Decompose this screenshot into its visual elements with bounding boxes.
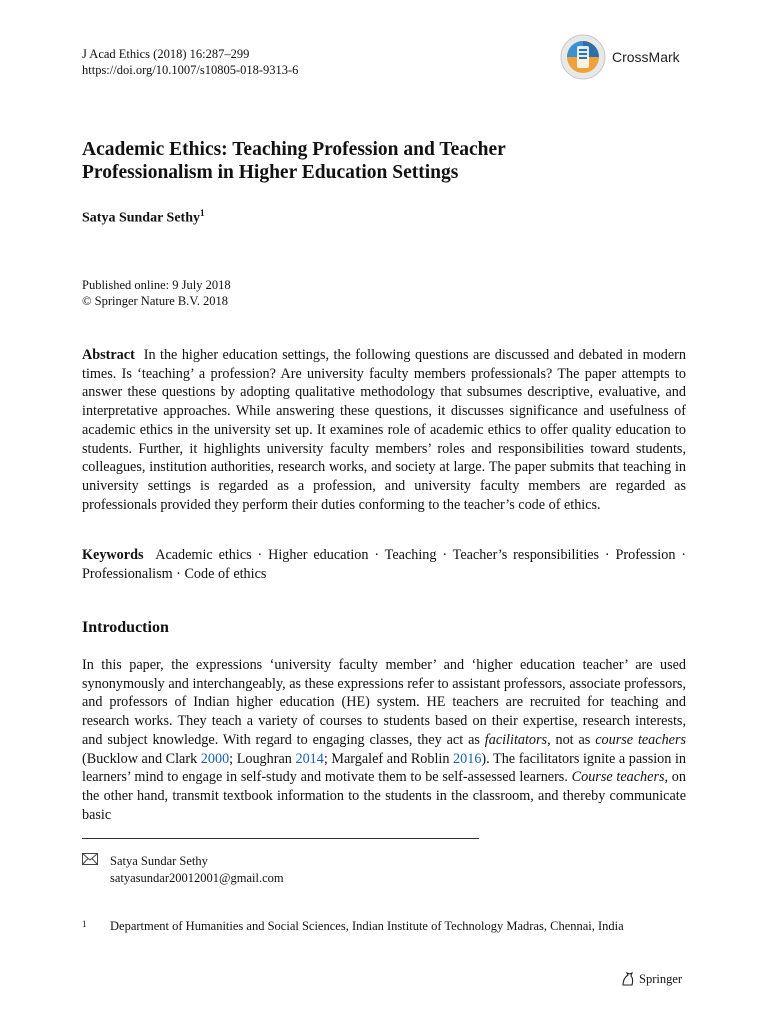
keywords (82, 546, 686, 583)
author-line (82, 208, 205, 227)
intro-text: on the other hand, transmit textbook information to the students in the classroom, and thereby communicate basic (82, 769, 686, 823)
intro-emphasis: Course teachers, (571, 769, 669, 786)
envelope-icon (82, 853, 110, 886)
footnote-divider (82, 838, 479, 839)
citation-link[interactable]: 2014 (295, 750, 324, 767)
crossmark-label: CrossMark (612, 49, 680, 65)
keywords-text: Academic ethics · Higher education · Teaching · Teacher’s responsibilities · Profession · Professionalism · Code of ethics (82, 547, 686, 582)
published-date: Published online: 9 July 2018 (82, 278, 231, 292)
affiliation-footnote (82, 918, 686, 935)
doi-link[interactable]: https://doi.org/10.1007/s10805-018-9313-6 (82, 63, 299, 77)
intro-text: ; Loughran (229, 750, 296, 767)
copyright-line: © Springer Nature B.V. 2018 (82, 294, 229, 308)
author-affil-mark: 1 (200, 208, 205, 218)
intro-emphasis: facilitators (484, 731, 548, 748)
publisher-mark (620, 971, 682, 987)
publication-info (82, 277, 231, 309)
introduction-paragraph (82, 656, 686, 824)
affil-text: Department of Humanities and Social Sciences, Indian Institute of Technology Madras, Chennai, India (110, 919, 624, 933)
citation-link[interactable]: 2000 (200, 750, 230, 767)
affil-number: 1 (82, 919, 87, 929)
abstract (82, 346, 686, 514)
intro-text: ; Margalef and Roblin (323, 750, 454, 767)
contact-email[interactable]: satyasundar20012001@gmail.com (110, 870, 284, 885)
corresponding-author (82, 853, 284, 886)
author-name[interactable]: Satya Sundar Sethy (82, 210, 201, 226)
keywords-label: Keywords (82, 547, 144, 563)
crossmark-badge[interactable] (560, 33, 700, 81)
abstract-label: Abstract (82, 347, 135, 363)
citation-link[interactable]: 2016 (453, 750, 482, 767)
section-heading-introduction: Introduction (82, 619, 169, 636)
intro-emphasis: course teachers (595, 731, 687, 748)
title-line-2: Professionalism in Higher Education Settings (82, 162, 459, 183)
intro-text: In this paper, the expressions ‘university faculty member’ and ‘higher education teacher’ are used synonymously and interchangeably, as these expressions refer to assistant professors, associate professors, and professors of Indian higher education (HE) system. HE teachers are recruited for teaching and research works. They teach a variety of courses to students based on their expertise, research interests, and subject knowledge. With regard to engaging classes, they act as (82, 657, 686, 748)
journal-citation (82, 46, 298, 78)
article-title (82, 138, 682, 184)
intro-text: , not as (547, 731, 596, 748)
journal-line: J Acad Ethics (2018) 16:287–299 (82, 47, 250, 61)
springer-horse-icon (620, 971, 636, 987)
abstract-text: In the higher education settings, the following questions are discussed and debated in modern times. Is ‘teaching’ a profession? Are university faculty members professionals? The paper attempts to answer these questions by adopting qualitative methodology that subsumes descriptive, evaluative, and interpretative approaches. While answering these questions, it discusses significance and usefulness of academic ethics in the university set up. It examines role of academic ethics to offer quality education to students. Further, it highlights university faculty members’ roles and responsibilities toward students, colleagues, institution authorities, research works, and society at large. The paper submits that teaching in university settings is regarded as a profession, and university faculty members are regarded as professionals provided they perform their duties conforming to the teacher’s code of ethics. (82, 347, 687, 513)
publisher-name: Springer (639, 971, 683, 986)
intro-text: (Bucklow and Clark (82, 750, 201, 767)
crossmark-icon (560, 34, 606, 80)
contact-name: Satya Sundar Sethy (110, 854, 208, 868)
title-line-1: Academic Ethics: Teaching Profession and Teacher (82, 139, 506, 160)
intro-text: ). The facilitators ignite a passion in learners’ mind to engage in self-study and motivate them to be self-assessed learners. (82, 750, 686, 786)
